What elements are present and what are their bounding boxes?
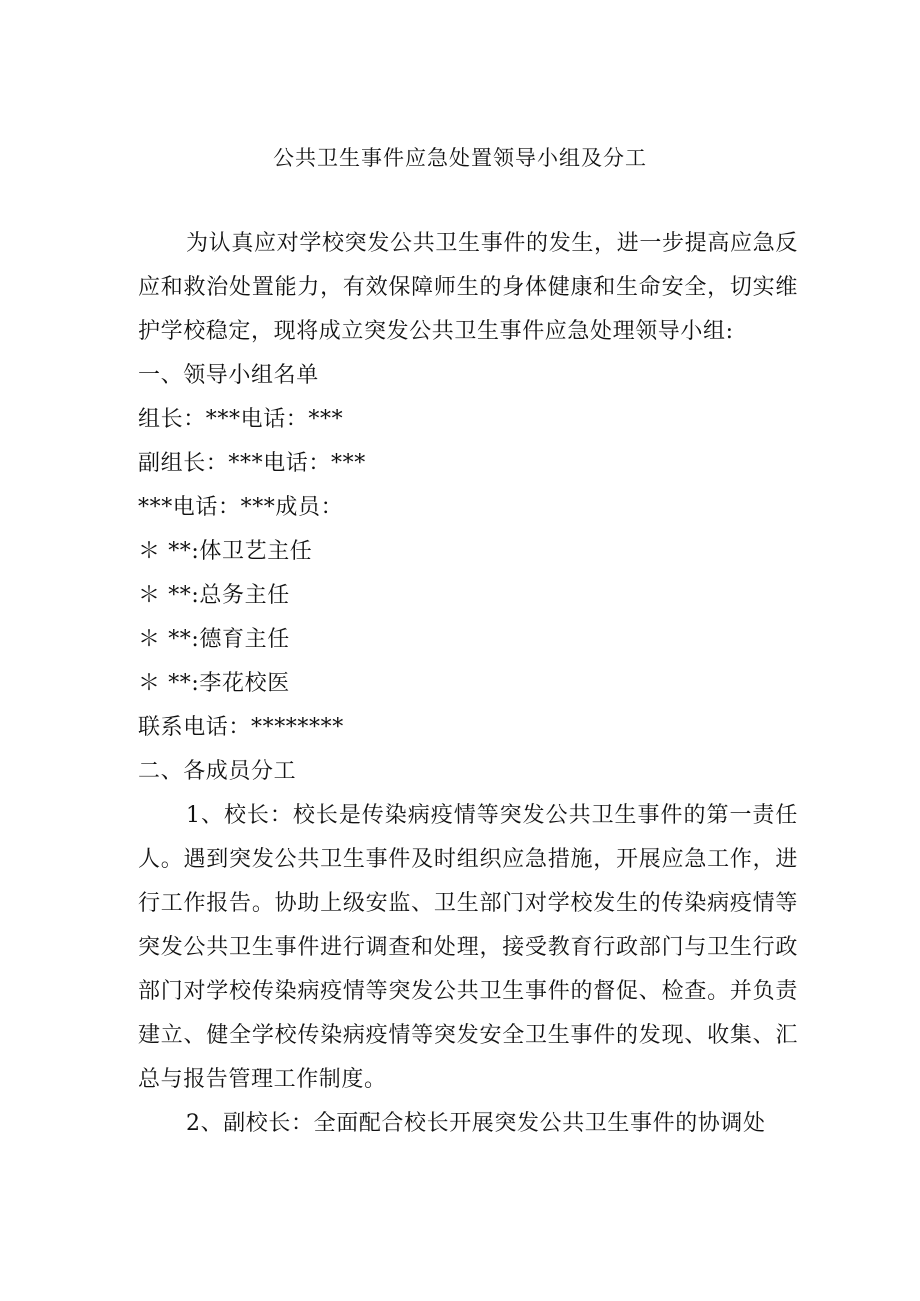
document-title: 公共卫生事件应急处置领导小组及分工 xyxy=(273,146,647,170)
member-item: ＊ **:德育主任 xyxy=(138,627,290,652)
duty-paragraph-vice-principal: 2、副校长：全面配合校长开展突发公共卫生事件的协调处 xyxy=(186,1111,766,1136)
section-heading-leadership: 一、领导小组名单 xyxy=(138,363,319,388)
deputy-leader-line: 副组长：***电话：*** xyxy=(138,451,366,476)
duty-paragraph-principal: 1、校长：校长是传染病疫情等突发公共卫生事件的第一责任人。遇到突发公共卫生事件及时组织应急措施，开展应急工作，进行工作报告。协助上级安监、卫生部门对学校发生的传染病疫情等突发公共卫生事件进行调查和处理，接受教育行政部门与卫生行政部门对学校传染病疫情等突发公共卫生事件的督促、检查。并负责建立、健全学校传染病疫情等突发安全卫生事件的发现、收集、汇总与报告管理工作制度。 xyxy=(138,803,798,1092)
document-body xyxy=(138,222,798,1146)
leader-line: 组长：***电话：*** xyxy=(138,407,344,432)
deputy-extra-line: ***电话：***成员： xyxy=(138,495,344,520)
member-item: ＊ **:李花校医 xyxy=(138,671,290,696)
intro-paragraph: 为认真应对学校突发公共卫生事件的发生，进一步提高应急反应和救治处置能力，有效保障师生的身体健康和生命安全，切实维护学校稳定，现将成立突发公共卫生事件应急处理领导小组: xyxy=(138,231,798,344)
section-heading-duties: 二、各成员分工 xyxy=(138,759,297,784)
member-item: ＊ **:总务主任 xyxy=(138,583,290,608)
member-item: ＊ **:体卫艺主任 xyxy=(138,539,313,564)
contact-line: 联系电话：******** xyxy=(138,715,344,740)
